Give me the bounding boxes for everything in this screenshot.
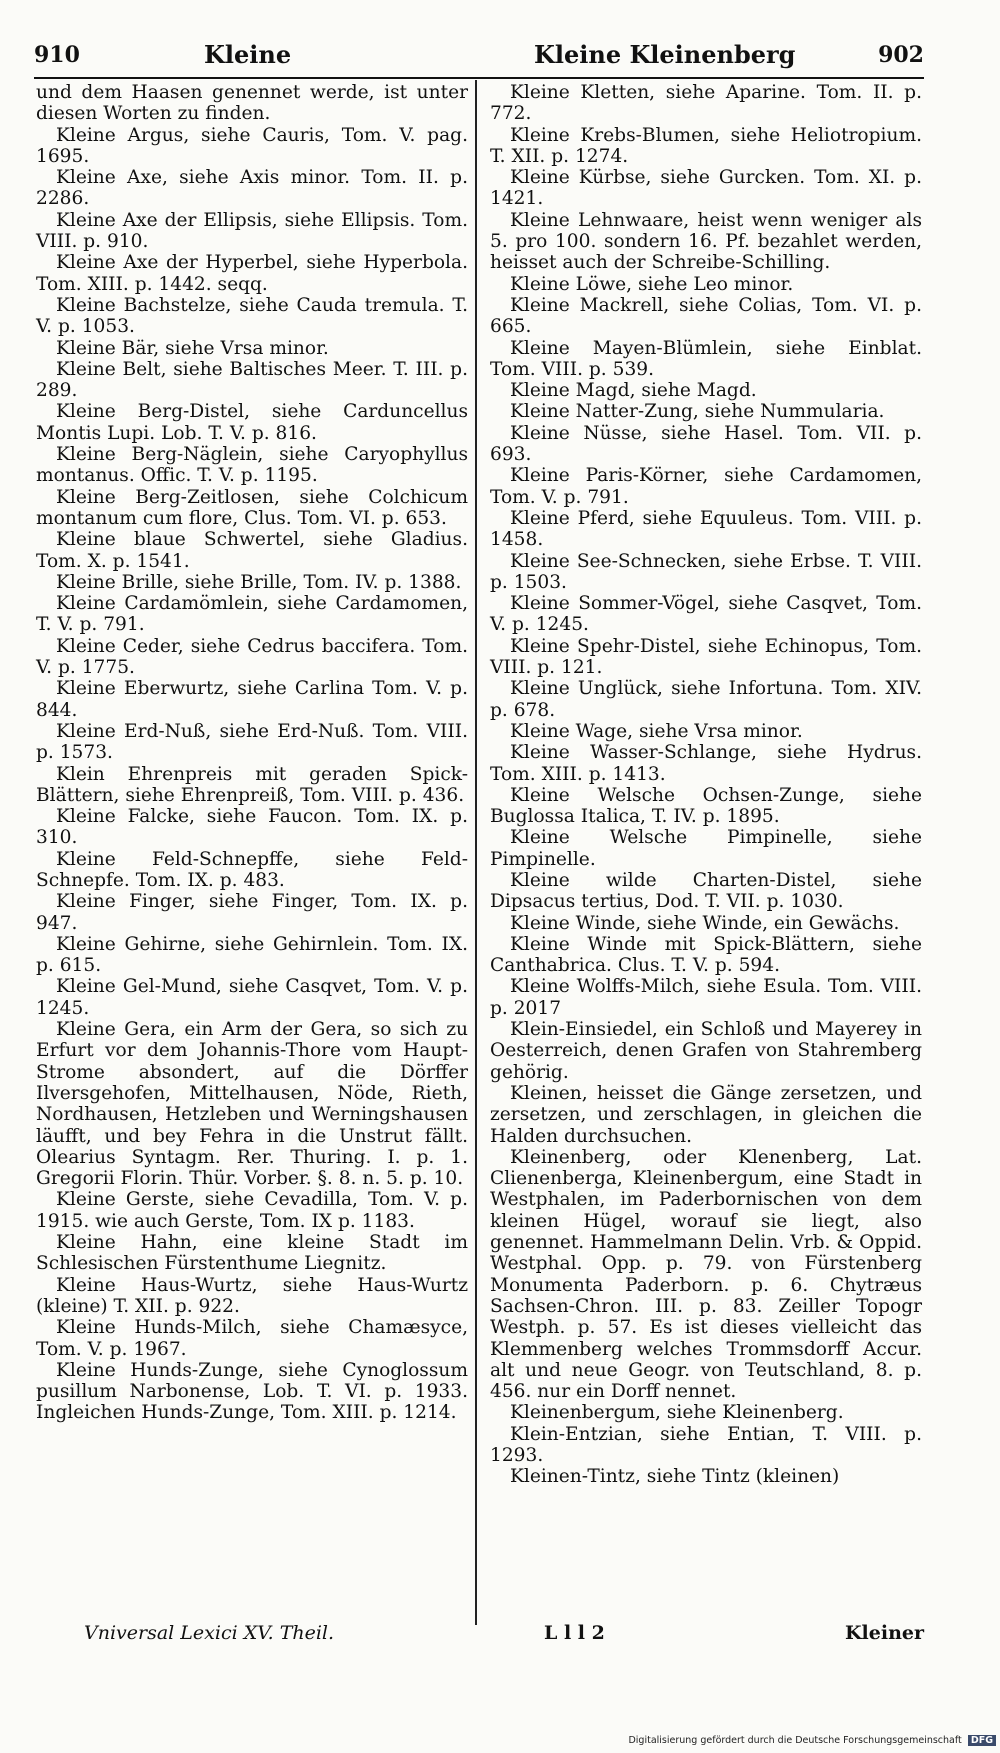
dictionary-entry: Kleine Brille, siehe Brille, Tom. IV. p. 1388. xyxy=(56,571,462,593)
dictionary-entry: Kleine See-Schnecken, siehe Erbse. T. VIII. p. 1503. xyxy=(490,550,922,593)
dictionary-entry: Kleine Lehnwaare, heist wenn weniger als 5. pro 100. sondern 16. Pf. bezahlet werden, heisset auch der Schreibe-Schilling. xyxy=(490,209,922,274)
dictionary-entry: Kleine Belt, siehe Baltisches Meer. T. III. p. 289. xyxy=(36,358,468,402)
dictionary-entry: Kleine Wolffs-Milch, siehe Esula. Tom. VIII. p. 2017 xyxy=(490,976,922,1019)
dictionary-entry: Kleine Gera, ein Arm der Gera, so sich zu Erfurt vor dem Johannis-Thore vom Haupt-Strome absondert, auf die Dörffer Ilversgehofen, Mittelhausen, Nöde, Rieth, Nordhausen, Hetzleben und Werningshausen läufft, und bey Fehra in die Unstrut fällt. Olearius Syntagm. Rer. Thuring. I. p. 1. Gregorii Florin. Thür. Vorber. §. 8. n. 5. p. 10. xyxy=(36,1019,468,1190)
digitization-credit xyxy=(628,1735,996,1746)
dictionary-entry: Klein Ehrenpreis mit geraden Spick-Blättern, siehe Ehrenpreiß, Tom. VIII. p. 436. xyxy=(36,763,468,806)
dictionary-entry: Kleinenberg, oder Klenenberg, Lat. Clienenberga, Kleinenbergum, eine Stadt in Westphalen, im Paderbornischen von dem kleinen Hügel, worauf sie liegt, also genennet. Hammelmann Delin. Vrb. & Oppid. Westphal. Opp. p. 79. von Fürstenberg Monumenta Paderborn. p. 6. Chytræus Sachsen-Chron. III. p. 83. Zeiller Topogr Westph. p. 57. Es ist dieses vielleicht das Klemmenberg welches Trommsdorff Accur. alt und neue Geogr. von Teutschland, 8. p. 456. nur ein Dorff nennet. xyxy=(490,1146,922,1403)
dictionary-entry: Kleine Argus, siehe Cauris, Tom. V. pag. 1695. xyxy=(36,124,468,167)
dictionary-entry: Kleine Hunds-Zunge, siehe Cynoglossum pusillum Narbonense, Lob. T. VI. p. 1933. Ingleichen Hunds-Zunge, Tom. XIII. p. 1214. xyxy=(36,1359,468,1424)
dictionary-entry: Kleine Magd, siehe Magd. xyxy=(510,380,757,402)
dictionary-entry: Kleine Hahn, eine kleine Stadt im Schlesischen Fürstenthume Liegnitz. xyxy=(36,1232,468,1275)
page-footer xyxy=(34,1622,924,1652)
dictionary-entry: Kleine Gehirne, siehe Gehirnlein. Tom. IX. p. 615. xyxy=(36,933,468,977)
left-column xyxy=(36,82,468,1424)
credit-text: Digitalisierung gefördert durch die Deutsche Forschungsgemeinschaft xyxy=(628,1735,962,1746)
dictionary-entry: Kleine Kürbse, siehe Gurcken. Tom. XI. p. 1421. xyxy=(490,167,922,210)
dictionary-entry: Kleinen, heisset die Gänge zersetzen, und zersetzen, und zerschlagen, in gleichen die Halden durchsuchen. xyxy=(490,1082,922,1147)
dictionary-entry: Kleinenbergum, siehe Kleinenberg. xyxy=(510,1402,844,1424)
dictionary-entry: und dem Haasen genennet werde, ist unter diesen Worten zu finden. xyxy=(36,82,468,125)
dictionary-entry: Kleine Eberwurtz, siehe Carlina Tom. V. p. 844. xyxy=(36,678,468,721)
dictionary-entry: Kleine Bär, siehe Vrsa minor. xyxy=(56,337,329,359)
dictionary-entry: Kleine Spehr-Distel, siehe Echinopus, Tom. VIII. p. 121. xyxy=(490,635,922,679)
dictionary-entry: Kleine Mayen-Blümlein, siehe Einblat. Tom. VIII. p. 539. xyxy=(490,337,922,380)
dictionary-entry: Kleine Winde mit Spick-Blättern, siehe Canthabrica. Clus. T. V. p. 594. xyxy=(490,933,922,977)
dictionary-entry: Kleine Löwe, siehe Leo minor. xyxy=(510,273,794,295)
page-number-left: 910 xyxy=(34,42,80,68)
dictionary-entry: Kleine Berg-Zeitlosen, siehe Colchicum montanum cum flore, Clus. Tom. VI. p. 653. xyxy=(36,486,468,529)
dictionary-entry: Klein-Entzian, siehe Entian, T. VIII. p. 1293. xyxy=(490,1423,922,1466)
dictionary-entry: Kleine Falcke, siehe Faucon. Tom. IX. p. 310. xyxy=(36,806,468,849)
dictionary-entry: Kleine Haus-Wurtz, siehe Haus-Wurtz (kleine) T. XII. p. 922. xyxy=(36,1274,468,1317)
dictionary-entry: Kleine Gel-Mund, siehe Casqvet, Tom. V. p. 1245. xyxy=(36,976,468,1019)
running-header xyxy=(34,40,924,74)
dictionary-entry: Kleine Feld-Schnepffe, siehe Feld-Schnepfe. Tom. IX. p. 483. xyxy=(36,848,468,891)
dictionary-entry: Kleine Winde, siehe Winde, ein Gewächs. xyxy=(510,912,900,934)
dictionary-entry: Klein-Einsiedel, ein Schloß und Mayerey in Oesterreich, denen Grafen von Stahremberg gehörig. xyxy=(490,1019,922,1083)
dictionary-entry: Kleine Finger, siehe Finger, Tom. IX. p. 947. xyxy=(36,891,468,934)
dictionary-entry: Kleine wilde Charten-Distel, siehe Dipsacus tertius, Dod. T. VII. p. 1030. xyxy=(490,869,922,913)
dictionary-entry: Kleine Wasser-Schlange, siehe Hydrus. Tom. XIII. p. 1413. xyxy=(490,742,922,785)
dictionary-entry: Kleine Wage, siehe Vrsa minor. xyxy=(510,720,803,742)
header-rule xyxy=(34,77,924,79)
running-title-left: Kleine xyxy=(204,40,292,69)
dictionary-entry: Kleine Berg-Näglein, siehe Caryophyllus montanus. Offic. T. V. p. 1195. xyxy=(36,444,468,487)
dictionary-entry: Kleine Bachstelze, siehe Cauda tremula. T. V. p. 1053. xyxy=(36,294,468,338)
dictionary-entry: Kleine Unglück, siehe Infortuna. Tom. XIV. p. 678. xyxy=(490,678,922,721)
dictionary-entry: Kleine Mackrell, siehe Colias, Tom. VI. p. 665. xyxy=(490,294,922,338)
dfg-logo: DFG xyxy=(968,1735,996,1746)
dictionary-entry: Kleine Kletten, siehe Aparine. Tom. II. p. 772. xyxy=(490,82,922,125)
dictionary-entry: Kleine Erd-Nuß, siehe Erd-Nuß. Tom. VIII. p. 1573. xyxy=(36,720,468,764)
dictionary-entry: Kleine Welsche Pimpinelle, siehe Pimpinelle. xyxy=(490,827,922,870)
running-title-right: Kleine Kleinenberg xyxy=(534,40,796,69)
dictionary-entry: Kleine Hunds-Milch, siehe Chamæsyce, Tom. V. p. 1967. xyxy=(36,1317,468,1360)
page-number-right: 902 xyxy=(878,42,924,68)
signature-mark: L l l 2 xyxy=(544,1622,605,1644)
dictionary-entry: Kleine Axe der Hyperbel, siehe Hyperbola. Tom. XIII. p. 1442. seqq. xyxy=(36,252,468,295)
dictionary-entry: Kleine blaue Schwertel, siehe Gladius. Tom. X. p. 1541. xyxy=(36,529,468,572)
right-column xyxy=(490,82,922,1488)
dictionary-entry: Kleine Gerste, siehe Cevadilla, Tom. V. p. 1915. wie auch Gerste, Tom. IX p. 1183. xyxy=(36,1189,468,1232)
dictionary-entry: Kleine Sommer-Vögel, siehe Casqvet, Tom. V. p. 1245. xyxy=(490,593,922,636)
dictionary-entry: Kleine Axe der Ellipsis, siehe Ellipsis. Tom. VIII. p. 910. xyxy=(36,209,468,253)
signature-line: Vniversal Lexici XV. Theil. xyxy=(84,1622,335,1644)
dictionary-entry: Kleine Pferd, siehe Equuleus. Tom. VIII. p. 1458. xyxy=(490,507,922,551)
catchword: Kleiner xyxy=(845,1622,924,1644)
dictionary-entry: Kleine Paris-Körner, siehe Cardamomen, Tom. V. p. 791. xyxy=(490,465,922,508)
dictionary-entry: Kleine Axe, siehe Axis minor. Tom. II. p. 2286. xyxy=(36,167,468,210)
dictionary-entry: Kleine Welsche Ochsen-Zunge, siehe Buglossa Italica, T. IV. p. 1895. xyxy=(490,784,922,828)
dictionary-entry: Kleine Berg-Distel, siehe Carduncellus Montis Lupi. Lob. T. V. p. 816. xyxy=(36,401,468,444)
dictionary-entry: Kleinen-Tintz, siehe Tintz (kleinen) xyxy=(510,1466,840,1488)
dictionary-entry: Kleine Krebs-Blumen, siehe Heliotropium. T. XII. p. 1274. xyxy=(490,124,922,167)
dictionary-entry: Kleine Nüsse, siehe Hasel. Tom. VII. p. 693. xyxy=(490,422,922,466)
dictionary-entry: Kleine Cardamömlein, siehe Cardamomen, T. V. p. 791. xyxy=(36,593,468,636)
dictionary-entry: Kleine Ceder, siehe Cedrus baccifera. Tom. V. p. 1775. xyxy=(36,635,468,679)
column-separator xyxy=(475,80,477,1625)
dictionary-entry: Kleine Natter-Zung, siehe Nummularia. xyxy=(510,401,885,423)
